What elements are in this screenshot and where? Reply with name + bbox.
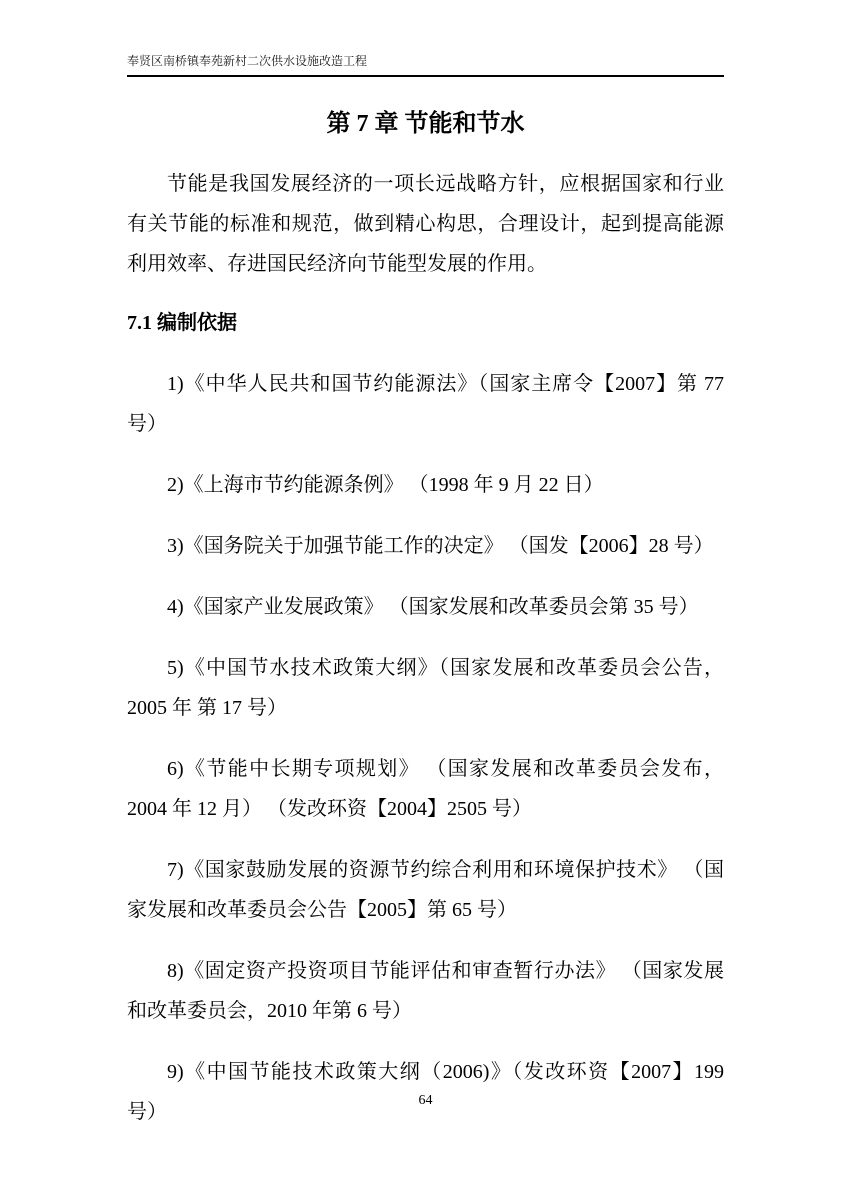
header-project-title: 奉贤区南桥镇奉苑新村二次供水设施改造工程 [127,54,368,68]
reference-item-1: 1)《中华人民共和国节约能源法》（国家主席令【2007】第 77 号） [127,373,724,435]
reference-item-8: 8)《固定资产投资项目节能评估和审查暂行办法》 （国家发展和改革委员会，2010 年第 6 号） [127,960,724,1022]
chapter-title: 第 7 章 节能和节水 [326,111,525,137]
section-heading: 7.1 编制依据 [127,312,237,334]
reference-item-4: 4)《国家产业发展政策》 （国家发展和改革委员会第 35 号） [167,596,699,618]
reference-item-3: 3)《国务院关于加强节能工作的决定》 （国发【2006】28 号） [167,535,714,557]
reference-item-5: 5)《中国节水技术政策大纲》（国家发展和改革委员会公告，2005 年 第 17 号） [127,657,724,719]
page-content [127,100,724,1153]
reference-item-6: 6)《节能中长期专项规划》 （国家发展和改革委员会发布，2004 年 12 月） （发改环资【2004】2505 号） [127,758,724,820]
reference-item-7: 7)《国家鼓励发展的资源节约综合利用和环境保护技术》 （国家发展和改革委员会公告【2005】第 65 号） [127,859,724,921]
page-number: 64 [418,1093,433,1108]
reference-item-9: 9)《中国节能技术政策大纲（2006)》（发改环资【2007】199 号） [127,1061,724,1123]
reference-item-2: 2)《上海市节约能源条例》 （1998 年 9 月 22 日） [167,474,604,496]
chapter-intro-paragraph: 节能是我国发展经济的一项长远战略方针，应根据国家和行业有关节能的标准和规范，做到精心构思，合理设计，起到提高能源利用效率、存进国民经济向节能型发展的作用。 [127,173,724,275]
page-header [127,54,724,77]
page-footer [127,1092,724,1110]
